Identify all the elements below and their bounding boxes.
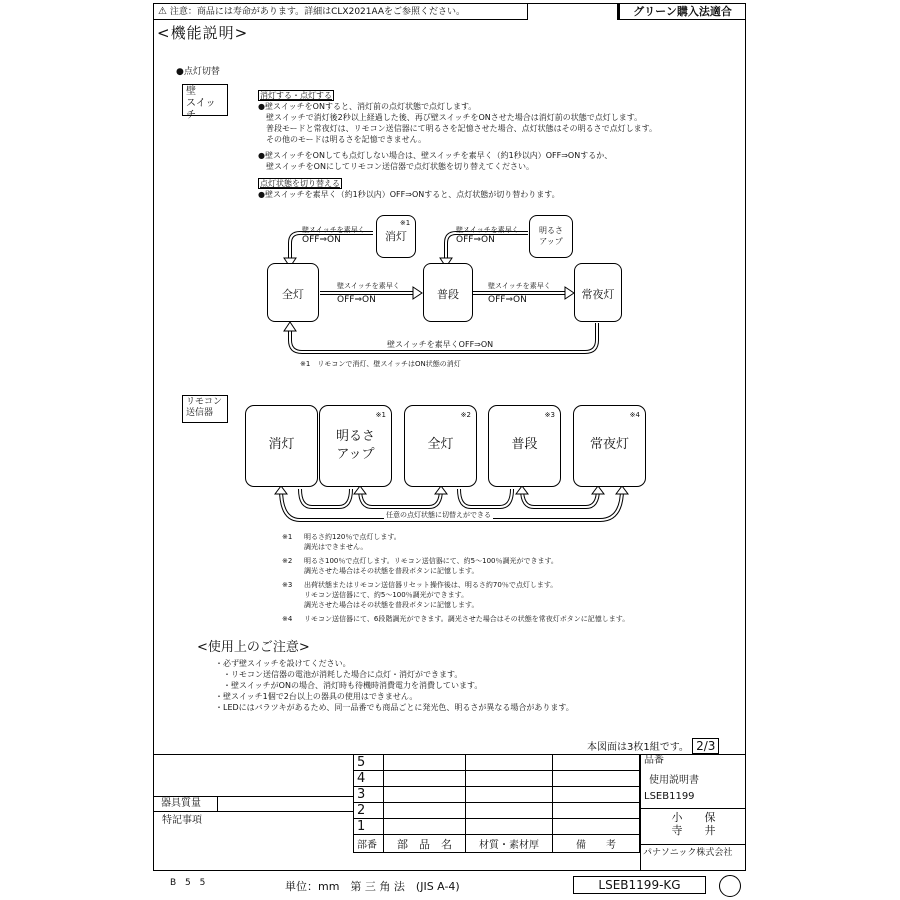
bottom-unit: 単位：mm 第 三 角 法 (JIS A-4) (285, 880, 460, 893)
remote-label-line1: リモコン (186, 397, 223, 407)
flow-footnote: ※1 リモコンで消灯、壁スイッチはON状態の消灯 (300, 360, 461, 368)
parts-table (353, 754, 640, 853)
sheet-number: 2/3 (692, 738, 719, 754)
special-label: 特記事項 (162, 815, 202, 826)
name-1: 小 保 (671, 811, 716, 824)
remote-label-line2: 送信器 (186, 408, 214, 418)
remote-notes (282, 532, 629, 625)
sheet-text: 本図面は3枚1組です。 (587, 742, 689, 753)
company-name: パナソニック株式会社 (641, 844, 746, 861)
table-row (354, 819, 640, 835)
remote-note-1 (282, 532, 629, 552)
section-title: <機能説明> (157, 24, 249, 42)
label-offon: OFF⇒ON (488, 295, 527, 305)
state-bright-up (529, 215, 573, 258)
button-label: 消灯 (268, 437, 295, 452)
button-label: 常夜灯 (589, 437, 629, 452)
state-bright-line2: アップ (539, 237, 563, 246)
sub1-title-text: 消灯する・点灯する (260, 91, 332, 100)
text-line: ●壁スイッチをONすると、消灯前の点灯状態で点灯します。 (258, 102, 477, 111)
state-off (376, 215, 416, 258)
note-line: 明るさ約120％で点灯します。 (304, 533, 401, 541)
label-quick: 壁スイッチを素早く (337, 282, 400, 290)
row-number: 5 (354, 755, 384, 771)
button-label: 全灯 (427, 437, 454, 452)
text-line: 壁スイッチをONにしてリモコン送信器で点灯状態を切り替えてください。 (258, 162, 534, 171)
text-line: 壁スイッチで消灯後2秒以上経過した後、再び壁スイッチをONさせた場合は消灯前の状態で点灯します。 (258, 113, 643, 122)
state-normal-label: 普段 (437, 288, 459, 301)
note-line: 調光させた場合はその状態を普段ボタンに記憶します。 (304, 567, 479, 575)
usage-line: ・LEDにはバラツキがあるため、同一品番でも商品ごとに発光色、明るさが異なる場合があります。 (215, 703, 574, 712)
label-normal-to-night (488, 282, 551, 306)
stamp-circle-icon (719, 875, 741, 897)
button-label: 普段 (511, 437, 538, 452)
label-offon: OFF⇒ON (337, 295, 376, 305)
note-line: 調光はできません。 (304, 543, 368, 551)
state-off-label: 消灯 (385, 230, 407, 243)
text-line: 普段モードと常夜灯は、リモコン送信器にて明るさを記憶させた場合、点灯状態はその明るさで点灯します。 (258, 124, 658, 133)
state-full (267, 263, 319, 322)
note-mark: ※1 (282, 533, 293, 541)
label-offon: OFF⇒ON (302, 235, 341, 245)
label-quick: 壁スイッチを素早く (302, 226, 365, 234)
remote-button-night (573, 405, 646, 487)
weight-row (153, 796, 353, 812)
sheet-indicator (587, 738, 719, 753)
note-mark: ※4 (282, 615, 293, 623)
row-number: 3 (354, 787, 384, 803)
remote-label (182, 395, 228, 423)
lighting-sub2-text: ●壁スイッチを素早く（約1秒以内）OFF⇒ONすると、点灯状態が切り替わります。 (258, 190, 560, 199)
row-number: 4 (354, 771, 384, 787)
note-line: 出荷状態またはリモコン送信器リセット操作後は、明るさ約70％で点灯します。 (304, 581, 558, 589)
usage-line: ・リモコン送信器の電池が消耗した場合に点灯・消灯ができます。 (215, 670, 463, 679)
col-remarks: 備 考 (553, 835, 640, 853)
remote-note-2 (282, 556, 629, 576)
info-block (640, 754, 746, 871)
remote-button-full (404, 405, 477, 487)
row-number: 2 (354, 803, 384, 819)
label-quick: 壁スイッチを素早く (488, 282, 551, 290)
note-line: リモコン送信器にて、約5～100％調光ができます。 (304, 591, 469, 599)
text-line: その他のモードは明るさを記憶できません。 (258, 135, 427, 144)
usage-line: ・壁スイッチがONの場合、消灯時も待機時消費電力を消費しています。 (215, 681, 483, 690)
weight-label: 器具質量 (161, 798, 201, 809)
state-night (574, 263, 622, 322)
label-return: 壁スイッチを素早くOFF⇒ON (387, 340, 494, 349)
remote-button-bright-up (319, 405, 392, 487)
remote-button-off (245, 405, 318, 487)
col-part-no: 部番 (354, 835, 384, 853)
table-row (354, 787, 640, 803)
table-row (354, 803, 640, 819)
button-note: ※4 (629, 411, 640, 419)
state-off-note: ※1 (399, 219, 411, 227)
state-night-label: 常夜灯 (581, 288, 615, 301)
button-note: ※2 (460, 411, 471, 419)
green-purchase-label: グリーン購入法適合 (617, 3, 746, 20)
drawing-number: LSEB1199-KG (573, 876, 706, 894)
lighting-heading: ●点灯切替 (176, 67, 220, 77)
col-part-name: 部 品 名 (384, 835, 466, 853)
table-row (354, 771, 640, 787)
label-quick: 壁スイッチを素早く (456, 226, 519, 234)
remote-note-3 (282, 580, 629, 610)
doc-code: LSEB1199 (644, 791, 695, 802)
sub2-title-text: 点灯状態を切り替える (260, 179, 340, 188)
wall-switch-label-line1: 壁 (186, 86, 196, 97)
label-full-to-normal (337, 282, 400, 306)
warning-text: 注意：商品には寿命があります。詳細はCLX2021AAをご参照ください。 (169, 7, 466, 17)
usage-list (215, 658, 574, 713)
name-2: 寺 井 (671, 824, 716, 837)
usage-line: ・壁スイッチ1個で2台以上の器具の使用はできません。 (215, 692, 418, 701)
button-note: ※3 (544, 411, 555, 419)
remote-note-4 (282, 614, 629, 625)
wall-switch-label-line2: スイッチ (186, 98, 216, 121)
state-full-label: 全灯 (282, 288, 304, 301)
note-mark: ※2 (282, 557, 293, 565)
label-off-to-full (302, 226, 365, 246)
text-line: ●壁スイッチをONしても点灯しない場合は、壁スイッチを素早く（約1秒以内）OFF⇒ONするか、 (258, 151, 613, 160)
note-mark: ※3 (282, 581, 293, 589)
table-header-row (354, 835, 640, 853)
remote-button-normal (488, 405, 561, 487)
remote-arrowheads (275, 486, 628, 494)
usage-line: ・必ず壁スイッチを設けてください。 (215, 659, 351, 668)
hinban-label: 品番 (644, 755, 664, 766)
button-note: ※1 (375, 411, 386, 419)
button-label: 明るさ アップ (335, 429, 375, 462)
warning-triangle-icon: ⚠ (158, 6, 167, 17)
row-number: 1 (354, 819, 384, 835)
label-bright-to-normal (456, 226, 519, 246)
label-offon: OFF⇒ON (456, 235, 495, 245)
state-normal (423, 263, 473, 322)
usage-title: <使用上のご注意> (197, 640, 310, 655)
doc-name: 使用説明書 (649, 775, 699, 786)
state-bright-line1: 明るさ (539, 226, 563, 235)
table-row (354, 755, 640, 771)
remote-arrow-caption: 任意の点灯状態に切替えができる (386, 511, 491, 519)
note-line: 調光させた場合はその状態を普段ボタンに記憶します。 (304, 601, 479, 609)
note-line: 明るさ100％で点灯します。リモコン送信器にて、約5～100％調光ができます。 (304, 557, 558, 565)
note-line: リモコン送信器にて、6段階調光ができます。調光させた場合はその状態を常夜灯ボタンに記憶します。 (304, 615, 630, 623)
bottom-code: B 5 5 (170, 878, 209, 888)
col-material: 材質・素材厚 (466, 835, 553, 853)
